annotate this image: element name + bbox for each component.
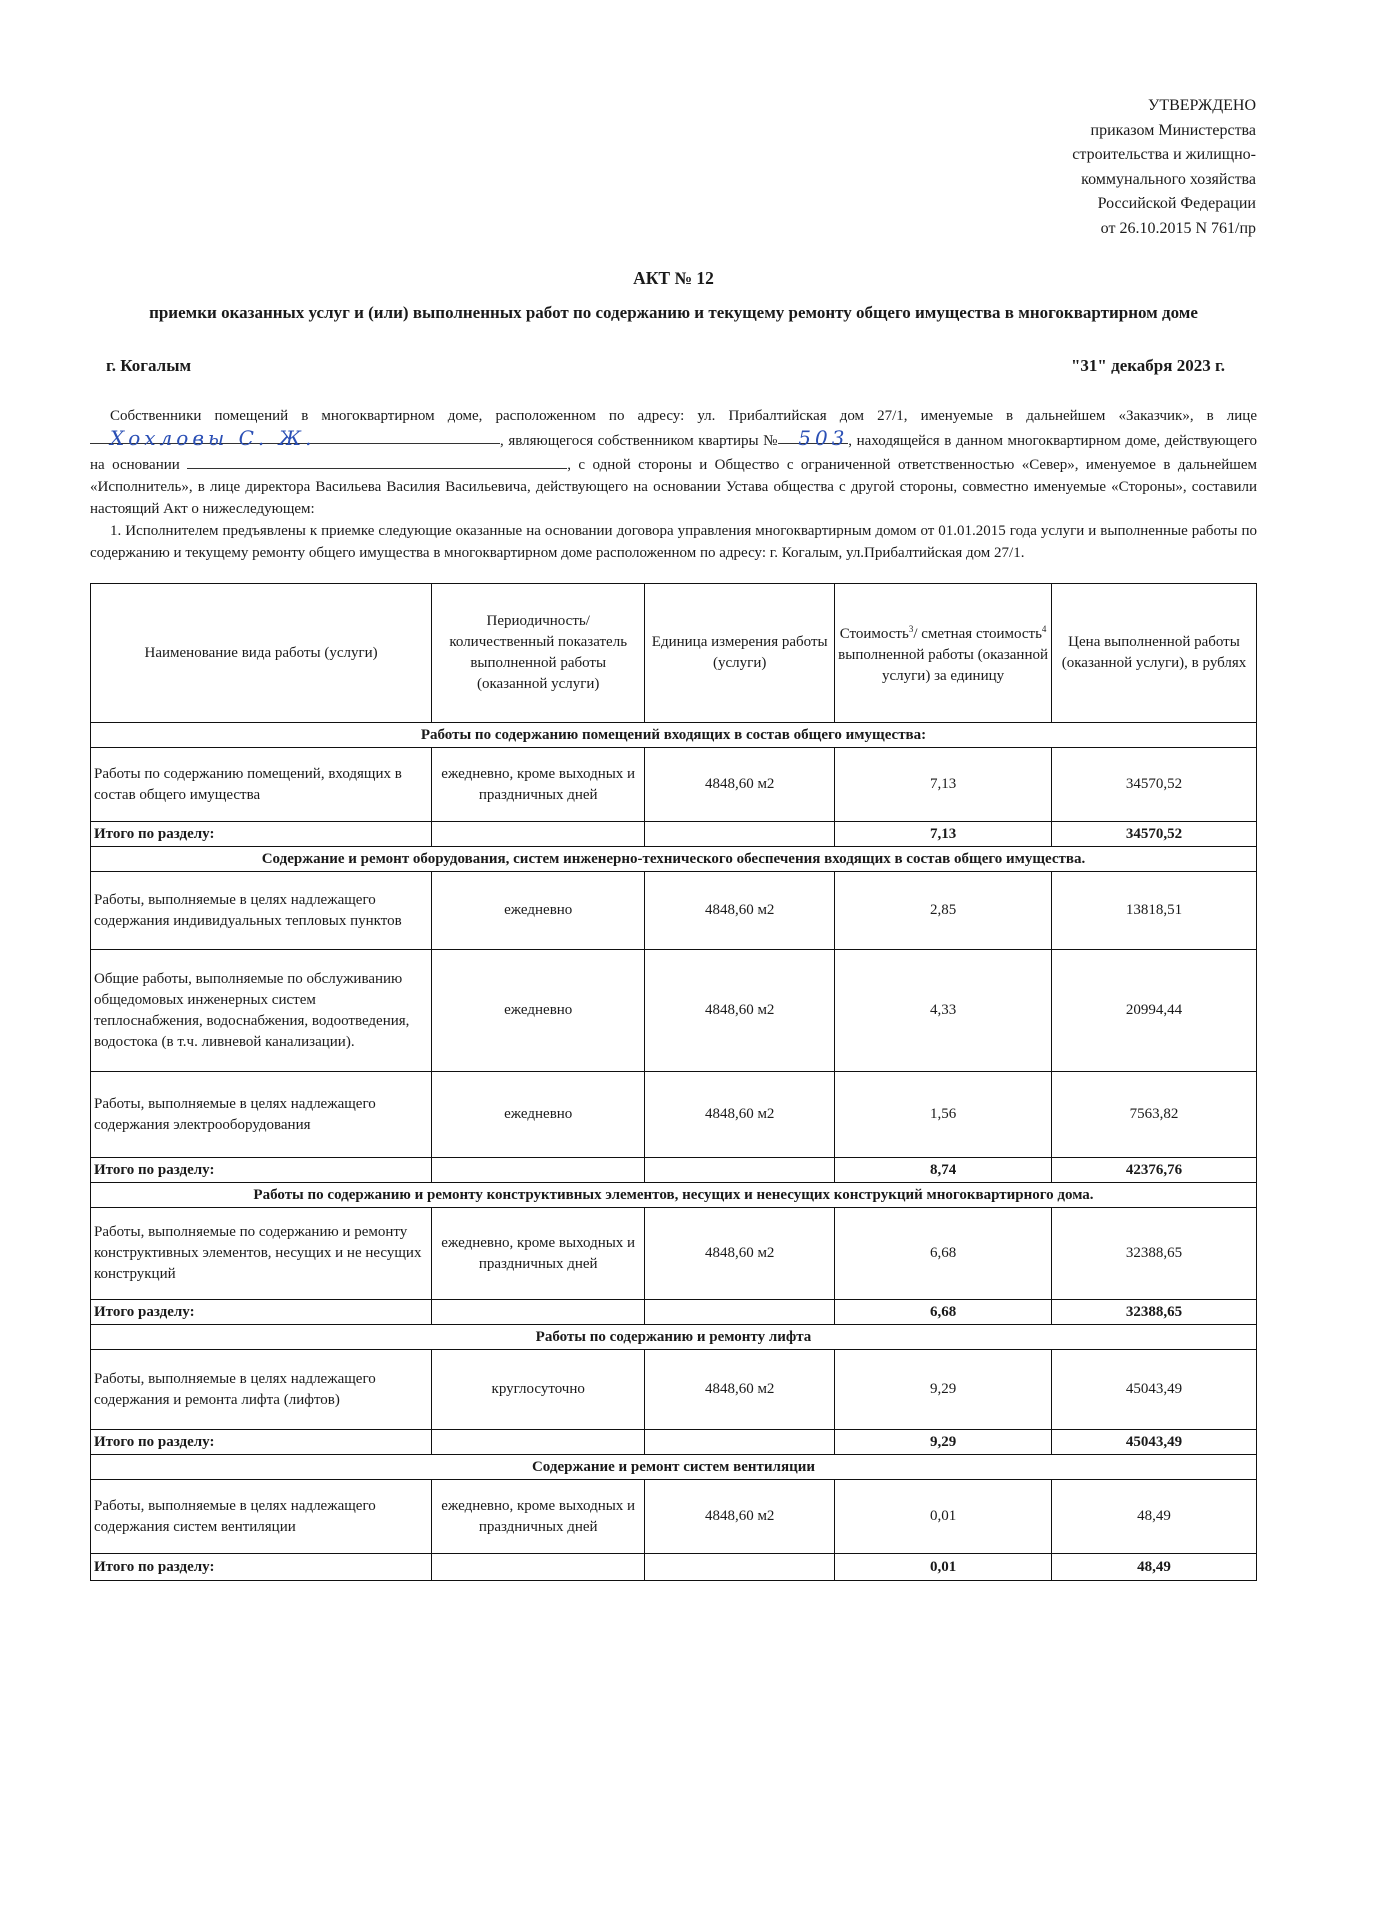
empty-cell [645,1430,835,1455]
empty-cell [432,822,645,847]
basis-blank-field [187,452,567,469]
apartment-number-field [778,426,849,450]
cell-name: Общие работы, выполняемые по обслуживанию общедомовых инженерных систем теплоснабжения, водоснабжения, водоотведения, водостока (в т.ч. ливневой канализации). [91,950,432,1072]
services-table [90,583,1257,1581]
cell-price: 34570,52 [1052,748,1257,822]
cell-cost: 7,13 [835,748,1052,822]
total-price: 42376,76 [1052,1158,1257,1183]
section-total-row [91,1554,1257,1581]
cell-price: 32388,65 [1052,1208,1257,1300]
section-header-row [91,1183,1257,1208]
cell-price: 20994,44 [1052,950,1257,1072]
intro-paragraph-1 [90,405,1257,520]
approval-line: Российской Федерации [1097,195,1256,212]
cell-periodicity: ежедневно [432,872,645,950]
cell-unit: 4848,60 м2 [645,748,835,822]
cell-cost: 0,01 [835,1480,1052,1554]
approval-stamp-block [836,94,1256,241]
approval-line: коммунального хозяйства [1081,170,1256,188]
total-price: 45043,49 [1052,1430,1257,1455]
table-row [91,1350,1257,1430]
cell-unit: 4848,60 м2 [645,1350,835,1430]
section-title: Работы по содержанию и ремонту конструктивных элементов, несущих и ненесущих конструкций многоквартирного дома. [91,1183,1257,1208]
cell-periodicity: ежедневно [432,950,645,1072]
cell-unit: 4848,60 м2 [645,1208,835,1300]
total-cost: 6,68 [835,1300,1052,1325]
cell-name: Работы, выполняемые по содержанию и ремонту конструктивных элементов, несущих и не несущих конструкций [91,1208,432,1300]
empty-cell [432,1158,645,1183]
table-header-row [91,584,1257,723]
cell-price: 13818,51 [1052,872,1257,950]
column-header-periodicity: Периодичность/ количественный показатель выполненной работы (оказанной услуги) [432,584,645,723]
cell-name: Работы, выполняемые в целях надлежащего содержания систем вентиляции [91,1480,432,1554]
empty-cell [645,1300,835,1325]
cell-name: Работы, выполняемые в целях надлежащего содержания и ремонта лифта (лифтов) [91,1350,432,1430]
column-header-name: Наименование вида работы (услуги) [91,584,432,723]
column-header-cost [835,584,1052,723]
table-row [91,1072,1257,1158]
empty-cell [645,1158,835,1183]
total-label: Итого по разделу: [91,1554,432,1581]
total-price: 32388,65 [1052,1300,1257,1325]
table-row [91,1480,1257,1554]
cell-price: 7563,82 [1052,1072,1257,1158]
cell-unit: 4848,60 м2 [645,872,835,950]
approval-line: строительства и жилищно- [1072,146,1256,163]
total-cost: 0,01 [835,1554,1052,1581]
cost-header-part: / сметная стоимость [913,626,1042,642]
owner-name-field [90,426,500,450]
intro-text-mid: , являющегося собственником квартиры № [500,433,779,449]
handwritten-apartment-number: 503 [798,426,849,450]
section-title: Работы по содержанию и ремонту лифта [91,1325,1257,1350]
cell-price: 48,49 [1052,1480,1257,1554]
footnote-3: 3 [908,624,914,634]
intro-text-start: Собственники помещений в многоквартирном доме, расположенном по адресу: ул. Прибалтийская дом 27/1, именуемые в дальнейшем «Заказчик», в лице [110,408,1257,424]
cell-periodicity: круглосуточно [432,1350,645,1430]
section-header-row [91,847,1257,872]
empty-cell [432,1430,645,1455]
cost-header-part: выполненной работы (оказанной услуги) за единицу [838,647,1049,684]
total-label: Итого по разделу: [91,1430,432,1455]
cell-cost: 2,85 [835,872,1052,950]
cell-unit: 4848,60 м2 [645,1480,835,1554]
cost-header-part: Стоимость [839,626,909,642]
approval-line: УТВЕРЖДЕНО [1147,97,1256,114]
intro-text-end: , с одной стороны и Общество с ограниченной ответственностью «Север», именуемое в дальнейшем «Исполнитель», в лице директора Васильева Василия Васильевича, действующего на основании Устава общества с другой стороны, совместно именуемые «Стороны», составили настоящий Акт о нижеследующем: [90,457,1257,517]
document-subtitle: приемки оказанных услуг и (или) выполненных работ по содержанию и текущему ремонту общего имущества в многоквартирном доме [149,303,1198,322]
table-row [91,748,1257,822]
document-date: "31" декабря 2023 г. [1070,356,1225,375]
cell-unit: 4848,60 м2 [645,1072,835,1158]
cell-name: Работы, выполняемые в целях надлежащего содержания электрооборудования [91,1072,432,1158]
total-label: Итого разделу: [91,1300,432,1325]
cell-periodicity: ежедневно, кроме выходных и праздничных дней [432,748,645,822]
total-label: Итого по разделу: [91,822,432,847]
section-total-row [91,1300,1257,1325]
section-header-row [91,1455,1257,1480]
section-title: Содержание и ремонт оборудования, систем инженерно-технического обеспечения входящих в состав общего имущества. [91,847,1257,872]
empty-cell [645,1554,835,1581]
cell-cost: 6,68 [835,1208,1052,1300]
section-total-row [91,822,1257,847]
total-price: 34570,52 [1052,822,1257,847]
total-label: Итого по разделу: [91,1158,432,1183]
table-row [91,872,1257,950]
approval-line: от 26.10.2015 N 761/пр [1100,219,1256,237]
cell-name: Работы по содержанию помещений, входящих в состав общего имущества [91,748,432,822]
table-row [91,950,1257,1072]
column-header-price: Цена выполненной работы (оказанной услуги), в рублях [1052,584,1257,723]
intro-text-mid2: , находящейся в данном многоквартирном доме, действующего на основании [90,433,1257,473]
intro-text [90,405,1257,564]
total-price: 48,49 [1052,1554,1257,1581]
document-city: г. Когалым [106,356,192,375]
section-header-row [91,723,1257,748]
cell-periodicity: ежедневно [432,1072,645,1158]
document-title: АКТ № 12 [633,268,714,288]
cell-periodicity: ежедневно, кроме выходных и праздничных дней [432,1208,645,1300]
empty-cell [432,1554,645,1581]
cell-cost: 1,56 [835,1072,1052,1158]
approval-line: приказом Министерства [1090,121,1256,139]
cell-price: 45043,49 [1052,1350,1257,1430]
empty-cell [432,1300,645,1325]
total-cost: 9,29 [835,1430,1052,1455]
section-total-row [91,1430,1257,1455]
handwritten-owner-name: Хохловы С. Ж. [110,426,316,450]
table-row [91,1208,1257,1300]
cell-periodicity: ежедневно, кроме выходных и праздничных дней [432,1480,645,1554]
intro-paragraph-2: 1. Исполнителем предъявлены к приемке следующие оказанные на основании договора управления многоквартирным домом от 01.01.2015 года услуги и выполненные работы по содержанию и текущему ремонту общего имущества в многоквартирном доме расположенном по адресу: г. Когалым, ул.Прибалтийская дом 27/1. [90,523,1257,561]
section-title: Работы по содержанию помещений входящих в состав общего имущества: [91,723,1257,748]
cell-unit: 4848,60 м2 [645,950,835,1072]
column-header-unit: Единица измерения работы (услуги) [645,584,835,723]
cell-cost: 4,33 [835,950,1052,1072]
empty-cell [645,822,835,847]
cell-name: Работы, выполняемые в целях надлежащего содержания индивидуальных тепловых пунктов [91,872,432,950]
footnote-4: 4 [1041,624,1047,634]
section-total-row [91,1158,1257,1183]
section-header-row [91,1325,1257,1350]
cell-cost: 9,29 [835,1350,1052,1430]
total-cost: 7,13 [835,822,1052,847]
total-cost: 8,74 [835,1158,1052,1183]
section-title: Содержание и ремонт систем вентиляции [91,1455,1257,1480]
